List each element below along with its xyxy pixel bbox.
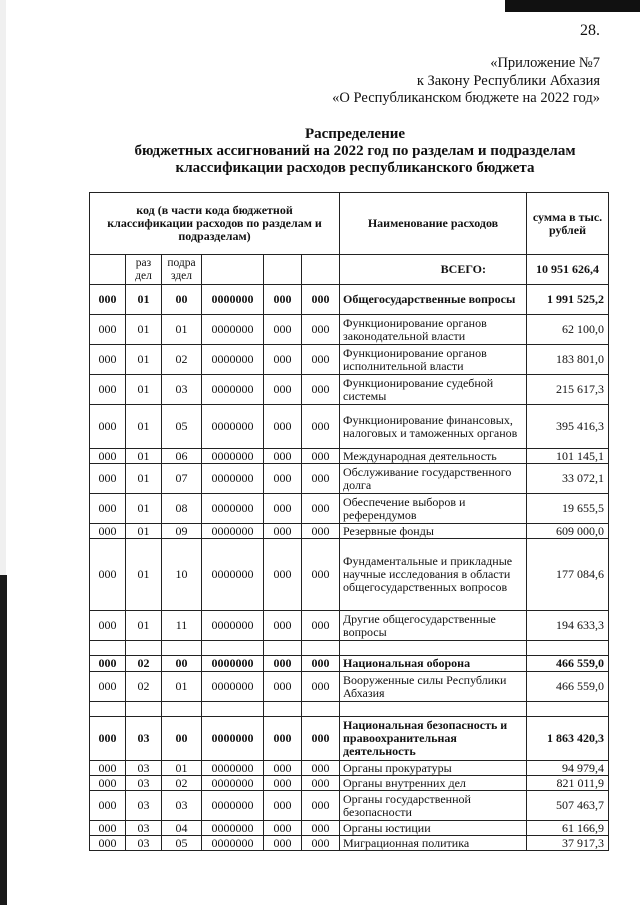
code-podrazdel: 00 (162, 717, 202, 761)
code-podrazdel: 04 (162, 821, 202, 836)
code-podrazdel: 09 (162, 524, 202, 539)
code-type: 000 (264, 524, 302, 539)
code-type: 000 (264, 315, 302, 345)
table-row (90, 524, 609, 539)
expense-amount: 101 145,1 (527, 449, 609, 464)
title-line-2: бюджетных ассигнований на 2022 год по разделам и подразделам (134, 143, 576, 159)
expense-amount: 821 011,9 (527, 776, 609, 791)
expense-name: Органы прокуратуры (340, 761, 527, 776)
code-razdel: 03 (126, 821, 162, 836)
code-ministry: 000 (90, 375, 126, 405)
expense-amount: 177 084,6 (527, 539, 609, 611)
expense-name: Органы внутренних дел (340, 776, 527, 791)
code-type: 000 (264, 345, 302, 375)
header-amount: сумма в тыс. рублей (527, 193, 609, 255)
code-kosgu: 000 (302, 611, 340, 641)
table-header-row (90, 193, 609, 255)
code-ministry: 000 (90, 836, 126, 851)
expense-name: Фундаментальные и прикладные научные исследования в области общегосударственных вопросов (340, 539, 527, 611)
code-target: 0000000 (202, 761, 264, 776)
code-type: 000 (264, 405, 302, 449)
table-row (90, 405, 609, 449)
code-kosgu: 000 (302, 836, 340, 851)
table-row (90, 836, 609, 851)
code-razdel: 01 (126, 449, 162, 464)
expense-amount: 62 100,0 (527, 315, 609, 345)
code-razdel: 03 (126, 717, 162, 761)
table-row (90, 776, 609, 791)
code-target: 0000000 (202, 539, 264, 611)
code-target: 0000000 (202, 776, 264, 791)
expense-name: Органы государственной безопасности (340, 791, 527, 821)
code-type: 000 (264, 717, 302, 761)
code-target: 0000000 (202, 285, 264, 315)
header-code: код (в части кода бюджетной классификации расходов по разделам и подразделам) (90, 193, 340, 255)
code-type: 000 (264, 464, 302, 494)
table-total-row (90, 255, 609, 285)
code-kosgu: 000 (302, 449, 340, 464)
appendix-header (332, 55, 600, 108)
table-row (90, 375, 609, 405)
code-target: 0000000 (202, 524, 264, 539)
table-row (90, 761, 609, 776)
code-ministry: 000 (90, 405, 126, 449)
code-podrazdel: 10 (162, 539, 202, 611)
code-type: 000 (264, 611, 302, 641)
total-label: ВСЕГО: (340, 255, 527, 285)
code-podrazdel: 00 (162, 285, 202, 315)
title-line-3: классификации расходов республиканского бюджета (175, 160, 535, 176)
code-type: 000 (264, 672, 302, 702)
code-ministry: 000 (90, 776, 126, 791)
table-row (90, 285, 609, 315)
expense-name: Обслуживание государственного долга (340, 464, 527, 494)
scan-edge-left-dark (0, 575, 7, 905)
code-target: 0000000 (202, 315, 264, 345)
expense-amount: 37 917,3 (527, 836, 609, 851)
expense-name: Функционирование органов исполнительной власти (340, 345, 527, 375)
code-razdel: 03 (126, 791, 162, 821)
code-type: 000 (264, 761, 302, 776)
code-target: 0000000 (202, 405, 264, 449)
header-name: Наименование расходов (340, 193, 527, 255)
code-target: 0000000 (202, 717, 264, 761)
code-kosgu: 000 (302, 315, 340, 345)
code-podrazdel: 03 (162, 375, 202, 405)
code-target: 0000000 (202, 464, 264, 494)
expense-amount: 609 000,0 (527, 524, 609, 539)
appendix-line-2: к Закону Республики Абхазия (416, 72, 600, 89)
code-ministry: 000 (90, 821, 126, 836)
code-target: 0000000 (202, 449, 264, 464)
code-kosgu: 000 (302, 821, 340, 836)
code-razdel: 01 (126, 494, 162, 524)
expense-name: Обеспечение выборов и референдумов (340, 494, 527, 524)
code-podrazdel: 03 (162, 791, 202, 821)
expense-name: Международная деятельность (340, 449, 527, 464)
expense-amount: 1 863 420,3 (527, 717, 609, 761)
code-target: 0000000 (202, 791, 264, 821)
code-target: 0000000 (202, 375, 264, 405)
code-type: 000 (264, 449, 302, 464)
code-kosgu: 000 (302, 717, 340, 761)
code-kosgu: 000 (302, 761, 340, 776)
table-row (90, 539, 609, 611)
code-podrazdel: 00 (162, 656, 202, 672)
code-razdel: 02 (126, 656, 162, 672)
code-ministry: 000 (90, 672, 126, 702)
code-type: 000 (264, 791, 302, 821)
table-row (90, 315, 609, 345)
code-type: 000 (264, 375, 302, 405)
expense-amount: 395 416,3 (527, 405, 609, 449)
expense-name: Функционирование финансовых, налоговых и таможенных органов (340, 405, 527, 449)
code-ministry: 000 (90, 494, 126, 524)
code-type: 000 (264, 494, 302, 524)
code-razdel: 01 (126, 315, 162, 345)
code-target: 0000000 (202, 672, 264, 702)
table-row (90, 345, 609, 375)
code-kosgu: 000 (302, 539, 340, 611)
expense-amount: 94 979,4 (527, 761, 609, 776)
code-kosgu: 000 (302, 405, 340, 449)
document-title (90, 126, 620, 177)
expense-amount: 507 463,7 (527, 791, 609, 821)
expense-name: Национальная оборона (340, 656, 527, 672)
code-ministry: 000 (90, 285, 126, 315)
code-target: 0000000 (202, 494, 264, 524)
code-ministry: 000 (90, 464, 126, 494)
code-podrazdel: 01 (162, 315, 202, 345)
code-kosgu: 000 (302, 524, 340, 539)
code-ministry: 000 (90, 611, 126, 641)
code-podrazdel: 02 (162, 345, 202, 375)
code-target: 0000000 (202, 611, 264, 641)
code-razdel: 01 (126, 285, 162, 315)
code-type: 000 (264, 776, 302, 791)
expense-name: Вооруженные силы Республики Абхазия (340, 672, 527, 702)
expense-amount: 215 617,3 (527, 375, 609, 405)
header-podrazdel: подра здел (162, 255, 202, 285)
code-ministry: 000 (90, 717, 126, 761)
table-spacer-row (90, 641, 609, 656)
code-kosgu: 000 (302, 776, 340, 791)
code-target: 0000000 (202, 656, 264, 672)
code-podrazdel: 05 (162, 405, 202, 449)
code-ministry: 000 (90, 791, 126, 821)
scan-edge-top (505, 0, 640, 12)
expense-name: Функционирование органов законодательной власти (340, 315, 527, 345)
table-row (90, 672, 609, 702)
code-kosgu: 000 (302, 345, 340, 375)
code-target: 0000000 (202, 345, 264, 375)
table-row (90, 494, 609, 524)
table-row (90, 821, 609, 836)
code-kosgu: 000 (302, 672, 340, 702)
code-ministry: 000 (90, 524, 126, 539)
expense-name: Национальная безопасность и правоохранительная деятельность (340, 717, 527, 761)
code-podrazdel: 08 (162, 494, 202, 524)
code-podrazdel: 02 (162, 776, 202, 791)
budget-table (89, 192, 609, 851)
code-razdel: 01 (126, 405, 162, 449)
code-type: 000 (264, 836, 302, 851)
code-kosgu: 000 (302, 285, 340, 315)
table-row (90, 464, 609, 494)
code-podrazdel: 11 (162, 611, 202, 641)
expense-name: Общегосударственные вопросы (340, 285, 527, 315)
expense-amount: 183 801,0 (527, 345, 609, 375)
code-podrazdel: 01 (162, 761, 202, 776)
code-razdel: 01 (126, 464, 162, 494)
code-ministry: 000 (90, 345, 126, 375)
budget-table-body (90, 285, 609, 851)
expense-amount: 466 559,0 (527, 656, 609, 672)
code-ministry: 000 (90, 656, 126, 672)
expense-amount: 194 633,3 (527, 611, 609, 641)
table-row (90, 717, 609, 761)
code-target: 0000000 (202, 821, 264, 836)
table-row (90, 791, 609, 821)
page-number: 28. (580, 22, 600, 39)
title-line-1: Распределение (304, 126, 406, 142)
expense-amount: 1 991 525,2 (527, 285, 609, 315)
code-kosgu: 000 (302, 464, 340, 494)
code-target: 0000000 (202, 836, 264, 851)
total-amount: 10 951 626,4 (527, 255, 609, 285)
code-razdel: 03 (126, 836, 162, 851)
code-razdel: 01 (126, 524, 162, 539)
code-ministry: 000 (90, 761, 126, 776)
expense-name: Функционирование судебной системы (340, 375, 527, 405)
code-podrazdel: 07 (162, 464, 202, 494)
expense-name: Миграционная политика (340, 836, 527, 851)
code-kosgu: 000 (302, 791, 340, 821)
code-ministry: 000 (90, 449, 126, 464)
code-razdel: 01 (126, 375, 162, 405)
code-ministry: 000 (90, 539, 126, 611)
code-kosgu: 000 (302, 656, 340, 672)
code-razdel: 03 (126, 761, 162, 776)
code-podrazdel: 05 (162, 836, 202, 851)
expense-name: Органы юстиции (340, 821, 527, 836)
table-row (90, 656, 609, 672)
code-type: 000 (264, 656, 302, 672)
appendix-line-3: «О Республиканском бюджете на 2022 год» (332, 90, 600, 106)
code-type: 000 (264, 821, 302, 836)
code-ministry: 000 (90, 315, 126, 345)
code-podrazdel: 01 (162, 672, 202, 702)
expense-amount: 61 166,9 (527, 821, 609, 836)
table-row (90, 611, 609, 641)
code-razdel: 01 (126, 539, 162, 611)
code-kosgu: 000 (302, 494, 340, 524)
code-razdel: 03 (126, 776, 162, 791)
expense-amount: 466 559,0 (527, 672, 609, 702)
code-razdel: 02 (126, 672, 162, 702)
code-type: 000 (264, 539, 302, 611)
code-podrazdel: 06 (162, 449, 202, 464)
table-spacer-row (90, 702, 609, 717)
table-row (90, 449, 609, 464)
code-razdel: 01 (126, 611, 162, 641)
header-razdel: раз дел (126, 255, 162, 285)
expense-amount: 19 655,5 (527, 494, 609, 524)
appendix-line-1: «Приложение №7 (490, 55, 600, 71)
code-type: 000 (264, 285, 302, 315)
code-razdel: 01 (126, 345, 162, 375)
code-kosgu: 000 (302, 375, 340, 405)
expense-amount: 33 072,1 (527, 464, 609, 494)
expense-name: Другие общегосударственные вопросы (340, 611, 527, 641)
expense-name: Резервные фонды (340, 524, 527, 539)
